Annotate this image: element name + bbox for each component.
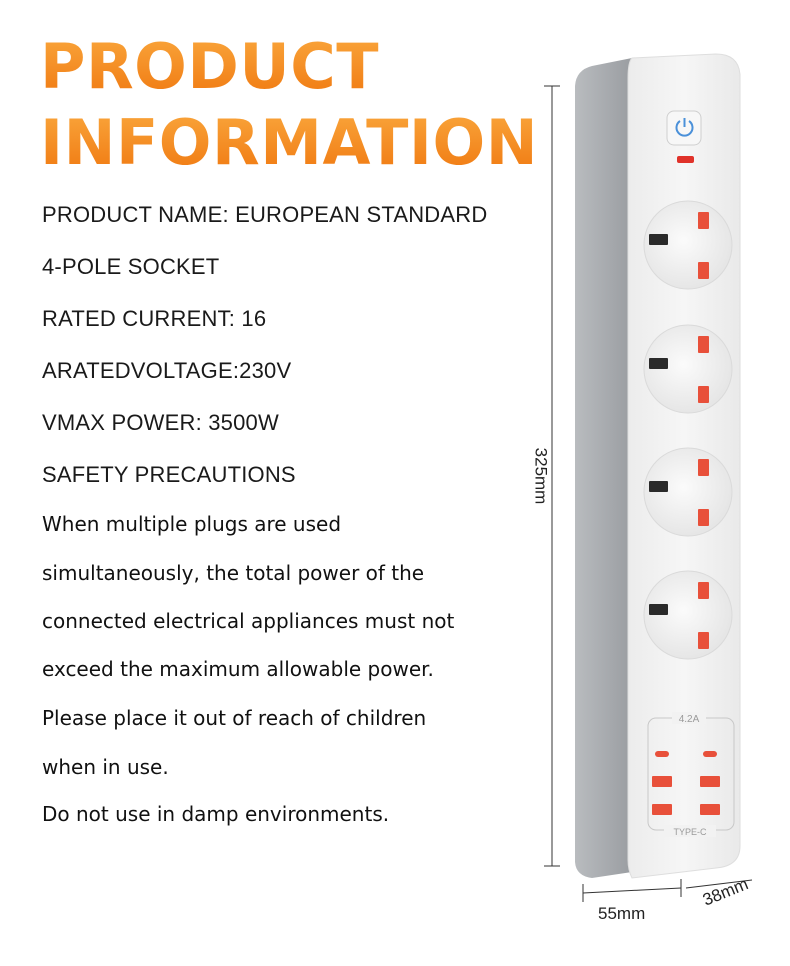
- note-line-5: Please place it out of reach of children: [42, 706, 427, 730]
- note-line-3: connected electrical appliances must not: [42, 609, 455, 633]
- spec-rated-voltage: ARATEDVOLTAGE:230V: [42, 358, 292, 383]
- spec-safety-heading: SAFETY PRECAUTIONS: [42, 462, 296, 487]
- type-c-port-left: [655, 751, 669, 757]
- socket-4: [644, 571, 732, 659]
- width-dimension-label: 55mm: [598, 904, 646, 923]
- socket-pin: [698, 336, 709, 353]
- socket-pin: [698, 262, 709, 279]
- strip-side-panel: [575, 58, 632, 878]
- indicator-light: [677, 156, 694, 163]
- title-line-1: PRODUCT: [40, 30, 379, 103]
- usb-a-port-4: [700, 804, 720, 815]
- socket-1: [644, 201, 732, 289]
- usb-a-port-3: [652, 804, 672, 815]
- socket-3: [644, 448, 732, 536]
- note-line-6: when in use.: [42, 755, 169, 779]
- type-c-port-right: [703, 751, 717, 757]
- height-dimension-label: 325mm: [531, 447, 551, 505]
- socket-pin: [698, 386, 709, 403]
- note-line-7: Do not use in damp environments.: [42, 802, 390, 826]
- spec-product-name: PRODUCT NAME: EUROPEAN STANDARD: [42, 202, 488, 227]
- spec-max-power: VMAX POWER: 3500W: [42, 410, 279, 435]
- note-line-4: exceed the maximum allowable power.: [42, 657, 434, 681]
- width-dimension-line: [583, 879, 681, 902]
- note-line-2: simultaneously, the total power of the: [42, 561, 425, 585]
- socket-pin: [698, 582, 709, 599]
- socket-pin: [698, 509, 709, 526]
- socket-pin: [698, 632, 709, 649]
- depth-dimension-label: 38mm: [700, 874, 751, 910]
- socket-2: [644, 325, 732, 413]
- spec-rated-current: RATED CURRENT: 16: [42, 306, 267, 331]
- usb-panel-label: 4.2A: [678, 714, 700, 725]
- usb-a-port-2: [700, 776, 720, 787]
- socket-pin: [698, 212, 709, 229]
- usb-type-label: TYPE-C: [673, 827, 707, 837]
- usb-a-port-1: [652, 776, 672, 787]
- socket-pin: [698, 459, 709, 476]
- title-line-2: INFORMATION: [40, 106, 539, 179]
- power-button[interactable]: [667, 111, 701, 145]
- spec-socket-type: 4-POLE SOCKET: [42, 254, 220, 279]
- note-line-1: When multiple plugs are used: [42, 512, 342, 536]
